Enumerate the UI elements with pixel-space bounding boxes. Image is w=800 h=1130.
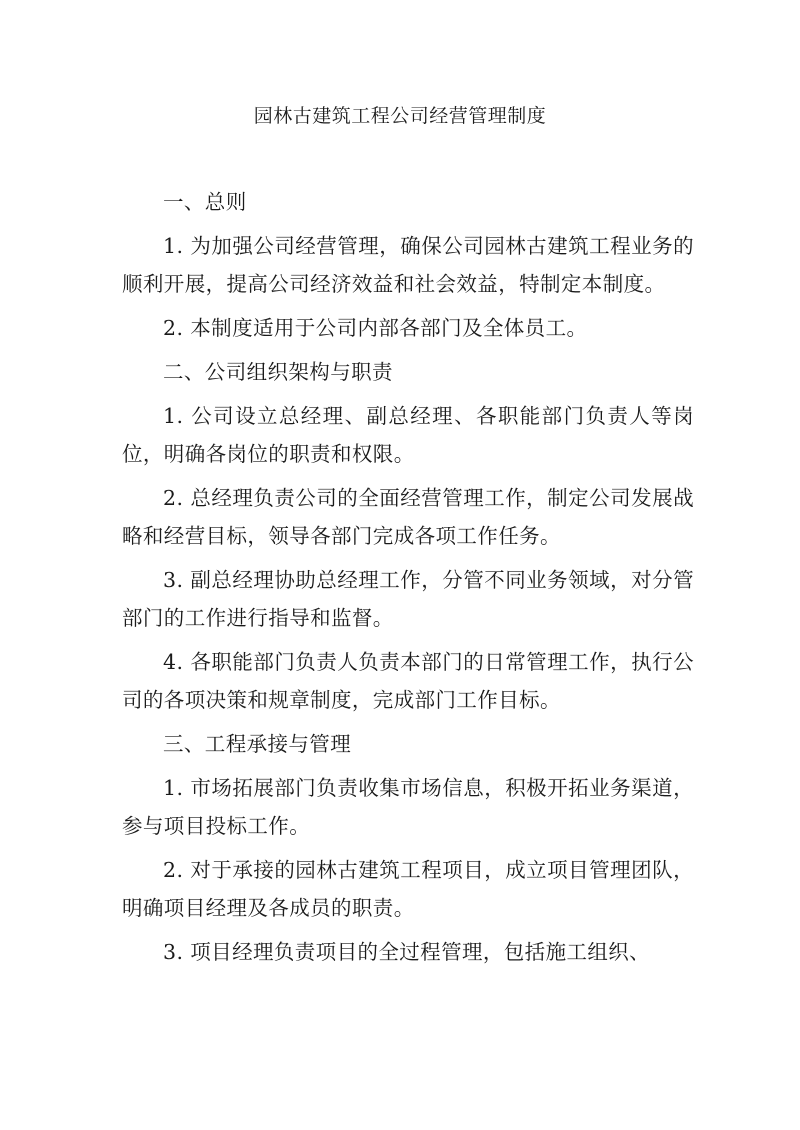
paragraph: 1. 市场拓展部门负责收集市场信息，积极开拓业务渠道，参与项目投标工作。 bbox=[122, 776, 694, 838]
section-heading-projects: 三、工程承接与管理 bbox=[163, 732, 352, 756]
document-body bbox=[122, 183, 694, 977]
paragraph: 1. 为加强公司经营管理，确保公司园林古建筑工程业务的顺利开展，提高公司经济效益和社会效益，特制定本制度。 bbox=[122, 234, 694, 296]
paragraph: 2. 总经理负责公司的全面经营管理工作，制定公司发展战略和经营目标，领导各部门完成各项工作任务。 bbox=[122, 486, 694, 548]
document-title: 园林古建筑工程公司经营管理制度 bbox=[253, 105, 547, 127]
paragraph: 3. 副总经理协助总经理工作，分管不同业务领域，对分管部门的工作进行指导和监督。 bbox=[122, 568, 694, 630]
section-heading-organization: 二、公司组织架构与职责 bbox=[163, 360, 393, 384]
paragraph: 4. 各职能部门负责人负责本部门的日常管理工作，执行公司的各项决策和规章制度，完成部门工作目标。 bbox=[122, 650, 694, 712]
paragraph: 2. 对于承接的园林古建筑工程项目，成立项目管理团队，明确项目经理及各成员的职责。 bbox=[122, 858, 694, 920]
paragraph: 2. 本制度适用于公司内部各部门及全体员工。 bbox=[163, 316, 588, 340]
paragraph: 1. 公司设立总经理、副总经理、各职能部门负责人等岗位，明确各岗位的职责和权限。 bbox=[122, 404, 694, 466]
paragraph: 3. 项目经理负责项目的全过程管理，包括施工组织、 bbox=[163, 940, 651, 964]
section-heading-general: 一、总则 bbox=[163, 190, 247, 214]
